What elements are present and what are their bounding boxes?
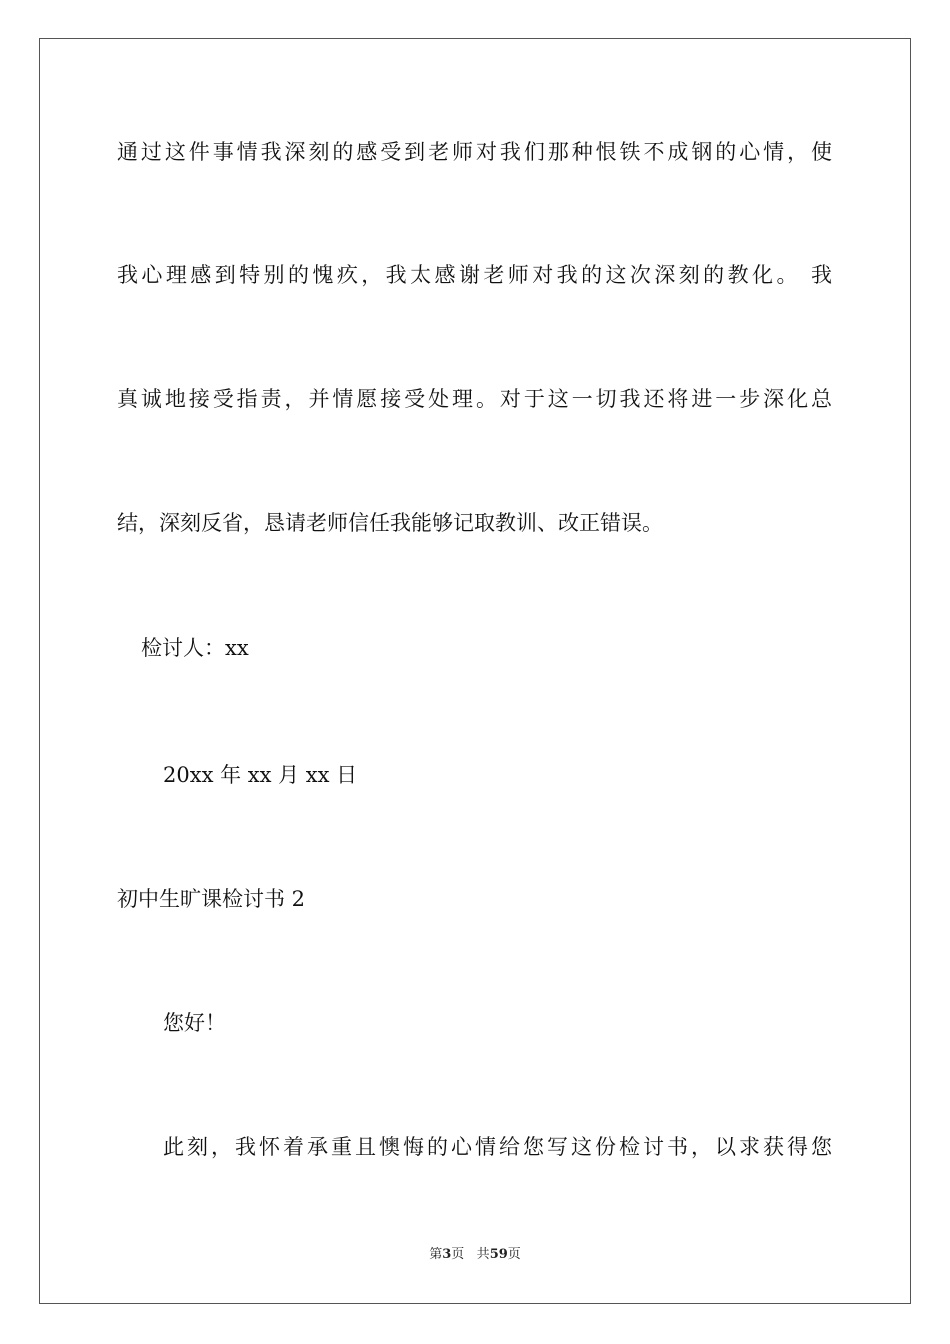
paragraph-line-4: 结，深刻反省，恳请老师信任我能够记取教训、改正错误。 <box>117 511 663 535</box>
page-unit: 页 <box>451 1247 465 1262</box>
paragraph-line-3: 真诚地接受指责，并情愿接受处理。对于这一切我还将进一步深化总 <box>117 387 832 411</box>
date-line: 20xx 年 xx 月 xx 日 <box>163 763 358 787</box>
greeting: 您好！ <box>163 1011 226 1035</box>
section-title: 初中生旷课检讨书 2 <box>117 887 306 911</box>
page-footer <box>0 1246 950 1264</box>
page-border <box>39 38 911 1304</box>
body-start-line: 此刻，我怀着承重且懊悔的心情给您写这份检讨书，以求获得您 <box>163 1135 832 1159</box>
paragraph-line-2: 我心理感到特别的愧疚，我太感谢老师对我的这次深刻的教化。 我 <box>117 263 832 287</box>
total-page-number: 59 <box>489 1247 508 1262</box>
current-page-number: 3 <box>442 1247 452 1262</box>
signature-line: 检讨人：xx <box>141 636 249 660</box>
page-prefix: 第 <box>429 1247 443 1262</box>
paragraph-line-1: 通过这件事情我深刻的感受到老师对我们那种恨铁不成钢的心情，使 <box>117 140 832 164</box>
total-prefix: 共 <box>476 1247 490 1262</box>
total-unit: 页 <box>507 1247 521 1262</box>
